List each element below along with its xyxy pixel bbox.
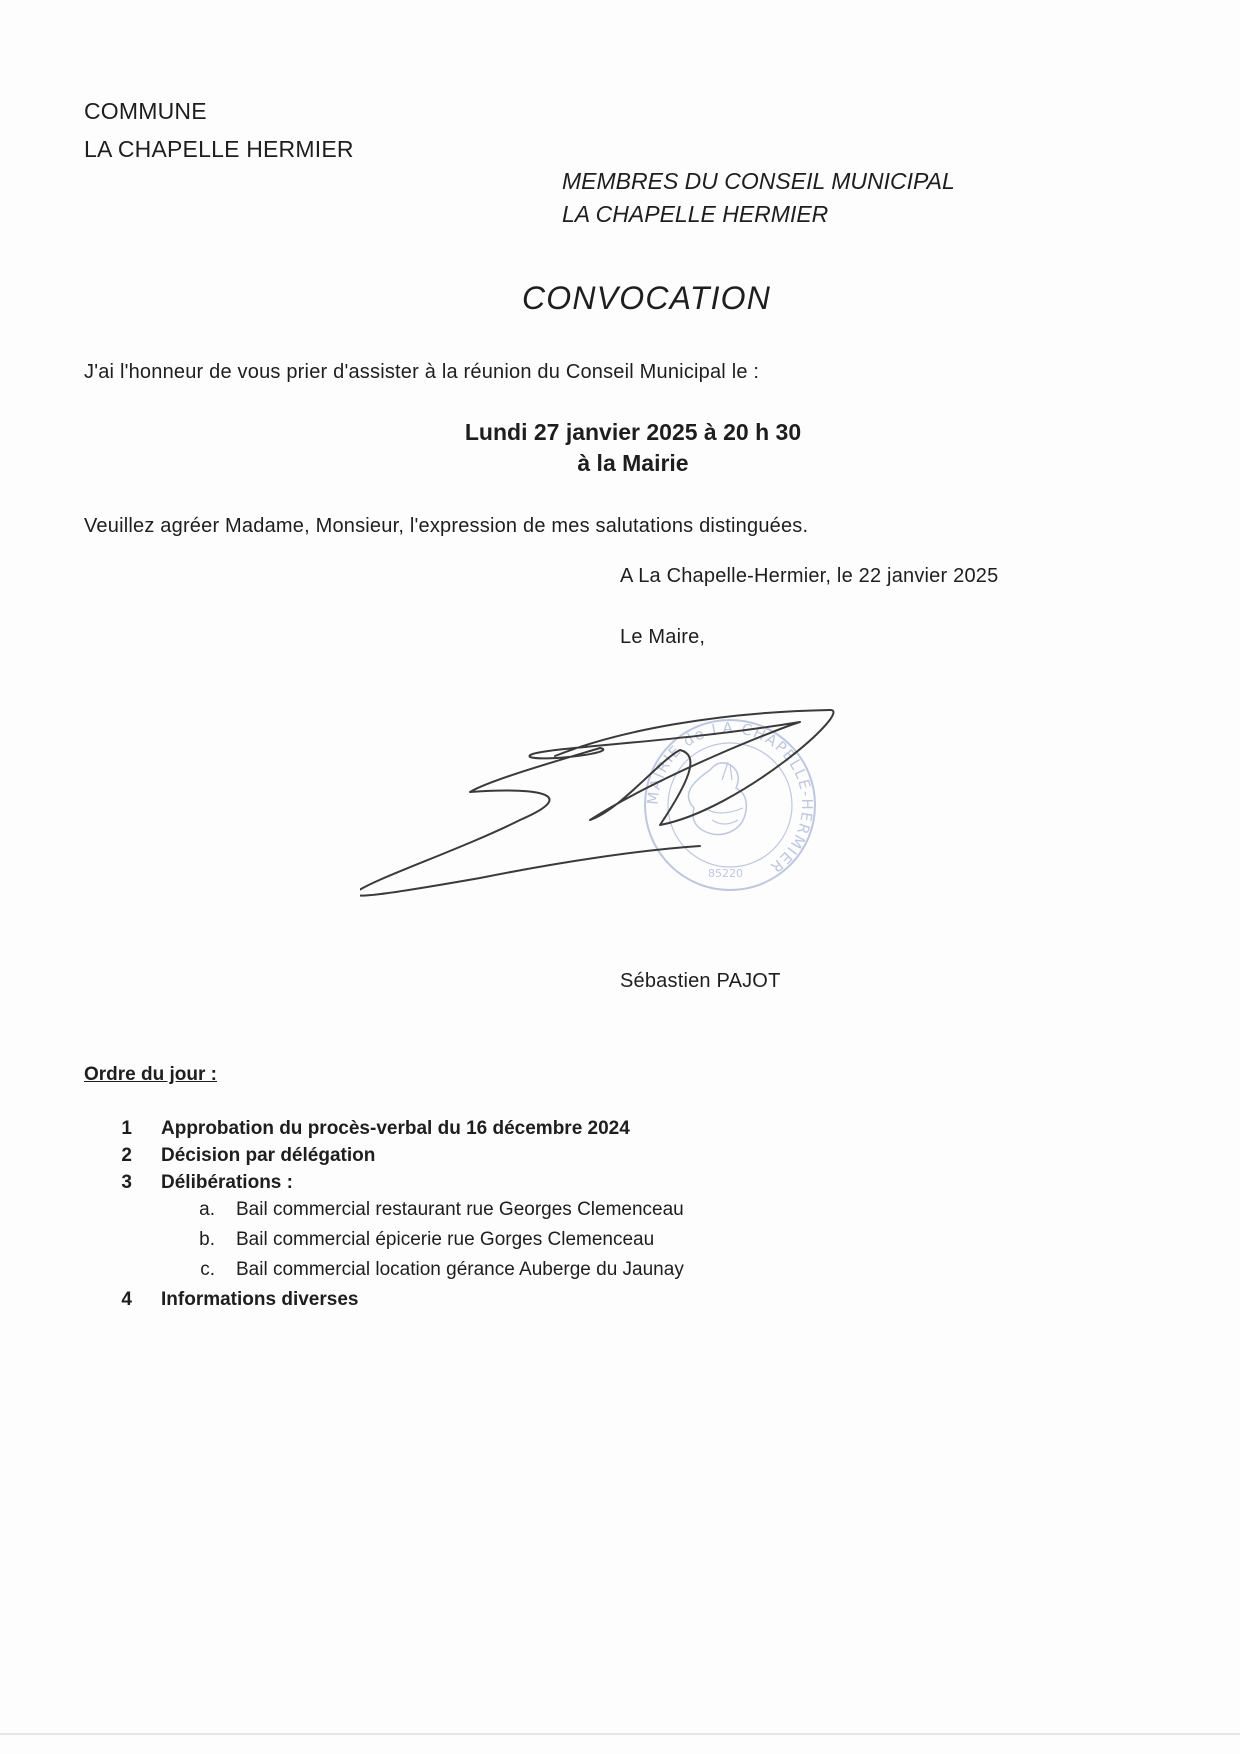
agenda-subitem-letter: a. <box>199 1199 215 1220</box>
signatory-title: Le Maire, <box>620 626 706 648</box>
agenda-subitem-label: Bail commercial restaurant rue Georges Clemenceau <box>236 1199 684 1220</box>
place-date: A La Chapelle-Hermier, le 22 janvier 2025 <box>620 565 999 587</box>
agenda-item-label: Décision par délégation <box>161 1145 376 1166</box>
signatory-name: Sébastien PAJOT <box>620 970 781 992</box>
agenda-item-label: Délibérations : <box>161 1172 293 1193</box>
sender-name: LA CHAPELLE HERMIER <box>84 136 354 162</box>
agenda-subitem-letter: b. <box>199 1229 215 1250</box>
stamp-postcode: 85220 <box>708 867 743 880</box>
mairie-stamp <box>644 719 816 890</box>
agenda-item-number: 3 <box>121 1172 132 1193</box>
agenda-item-number: 2 <box>121 1145 132 1166</box>
document-title: CONVOCATION <box>522 280 772 316</box>
agenda-item-label: Informations diverses <box>161 1289 359 1310</box>
agenda-subitem-label: Bail commercial location gérance Auberge du Jaunay <box>236 1259 684 1280</box>
closing-text: Veuillez agréer Madame, Monsieur, l'expression de mes salutations distinguées. <box>84 515 809 537</box>
agenda-item-number: 1 <box>121 1118 132 1139</box>
signature-stamp-graphic <box>360 700 860 940</box>
stamp-text: MAIRIE de LA CHAPELLE-HERMIER <box>643 718 817 878</box>
agenda-item-label: Approbation du procès-verbal du 16 décembre 2024 <box>161 1118 630 1139</box>
meeting-location: à la Mairie <box>577 450 689 476</box>
recipient-line-2: LA CHAPELLE HERMIER <box>562 201 829 227</box>
invitation-text: J'ai l'honneur de vous prier d'assister à la réunion du Conseil Municipal le : <box>84 361 760 383</box>
agenda-heading-label: Ordre du jour <box>84 1064 206 1085</box>
agenda-subitem-letter: c. <box>200 1259 215 1280</box>
sender-commune: COMMUNE <box>84 98 207 124</box>
agenda-item-number: 4 <box>121 1289 132 1310</box>
agenda-heading <box>84 1064 217 1086</box>
recipient-line-1: MEMBRES DU CONSEIL MUNICIPAL <box>562 168 955 194</box>
scan-edge-line <box>0 1733 1240 1735</box>
meeting-datetime: Lundi 27 janvier 2025 à 20 h 30 <box>464 419 802 445</box>
agenda-subitem-label: Bail commercial épicerie rue Gorges Clemenceau <box>236 1229 655 1250</box>
agenda-heading-colon: : <box>205 1064 218 1085</box>
